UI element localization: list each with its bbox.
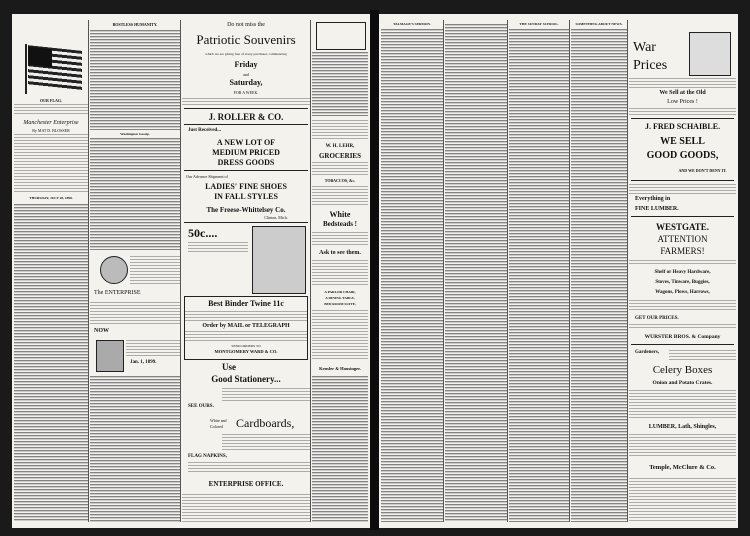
- celery-boxes: Celery Boxes: [652, 364, 713, 376]
- right-newspaper-page: [379, 14, 738, 528]
- order-mail: Order by MAIL or TELEGRAPH: [202, 323, 290, 329]
- low-prices: Low Prices !: [667, 99, 698, 105]
- good-goods: GOOD GOODS,: [646, 150, 719, 161]
- ask-to-see: Ask to see them.: [319, 250, 361, 256]
- wagons-plows: Wagons, Plows, Harrows,: [655, 290, 710, 295]
- enterprise-label: The ENTERPRISE: [94, 290, 141, 296]
- get-our-prices: GET OUR PRICES.: [635, 316, 679, 321]
- american-flag-illustration: [20, 48, 82, 93]
- lehr: W. H. LEHR,: [325, 144, 355, 149]
- westgate: WESTGATE.: [655, 222, 710, 232]
- saturday: Saturday,: [229, 78, 263, 87]
- left-column-1: [14, 20, 89, 522]
- new-lot-line-3: DRESS GOODS: [217, 158, 275, 167]
- notice-title: Do not miss the: [227, 22, 265, 28]
- onion-potato-crates: Onion and Potato Crates.: [652, 380, 713, 386]
- portrait-illustration: [100, 256, 128, 284]
- montgomery-ward: MONTGOMERY WARD & CO.: [214, 349, 278, 354]
- roller-company: J. ROLLER & CO.: [208, 112, 284, 122]
- column-heading: SOMETHING ABOUT NEWS.: [575, 22, 623, 26]
- and: and: [243, 72, 249, 77]
- left-column-2: [90, 20, 181, 522]
- page-gutter: [370, 10, 379, 530]
- gardeners: Gardeners,: [635, 350, 660, 355]
- engraving-illustration: [96, 340, 124, 372]
- new-lot-line-2: MEDIUM PRICED: [212, 148, 280, 157]
- ladies-shoes: LADIES' FINE SHOES: [205, 182, 287, 191]
- right-column-4: [571, 20, 628, 522]
- bedsteads: Bedsteads !: [322, 220, 358, 228]
- flag-caption: OUR FLAG.: [40, 98, 62, 103]
- column-heading: BOSTLESS HUMANITY.: [112, 22, 158, 27]
- colored: Colored: [210, 424, 223, 429]
- enterprise-office: ENTERPRISE OFFICE.: [208, 480, 284, 488]
- sell-old: We Sell at the Old: [659, 90, 706, 96]
- left-newspaper-page: [12, 14, 370, 528]
- column-heading: TALMAGE'S SERMON.: [393, 22, 431, 26]
- groceries: GROCERIES: [318, 152, 361, 160]
- souvenirs-subtext: which we are giving free of every purchaser, commencing: [205, 52, 287, 56]
- right-column-3: [509, 20, 570, 522]
- wurster-bros: WURSTER BROS. & Company: [644, 334, 721, 340]
- dining-table: A DINING TABLE,: [325, 296, 355, 300]
- year-label: Jan. 1, 1899.: [130, 360, 157, 365]
- fall-styles: IN FALL STYLES: [214, 192, 278, 201]
- good-stationery: Good Stationery...: [211, 374, 281, 384]
- advertisement-illustration: [252, 226, 306, 294]
- left-column-4: [312, 20, 368, 522]
- freese-whittelsey: The Freese-Whittelsey Co.: [206, 206, 286, 214]
- binder-twine: Best Binder Twine 11c: [208, 299, 284, 308]
- patriotic-souvenirs: Patriotic Souvenirs: [196, 32, 296, 47]
- parlor-chair: A PARLOR CHAIR,: [324, 290, 356, 294]
- cardboards: Cardboards,: [236, 416, 295, 430]
- lumber-lath: LUMBER, Lath, Shingles,: [648, 424, 717, 430]
- for-a-week: FOR A WEEK.: [233, 90, 259, 95]
- attention: ATTENTION: [657, 234, 708, 244]
- friday: Friday: [234, 60, 258, 69]
- binder-twine-ad: [184, 296, 308, 360]
- send-orders: SEND ORDERS TO: [231, 344, 261, 348]
- farmers: FARMERS!: [660, 246, 705, 256]
- use: Use: [222, 362, 236, 372]
- right-column-5: [629, 20, 736, 522]
- tobaccos: TOBACCOS, &c.: [324, 178, 356, 183]
- temple-mcclure: Temple, McClure & Co.: [649, 464, 716, 471]
- left-column-3: [182, 20, 311, 522]
- dont-deny: AND WE DON'T DENY IT.: [678, 168, 727, 173]
- just-received: Just Received...: [188, 128, 222, 133]
- schaible: J. FRED SCHAIBLE.: [644, 122, 721, 131]
- advance-shipment: Our Advance Shipment of: [186, 174, 228, 179]
- freese-place: Clinton, Mich.: [264, 215, 288, 220]
- white-and: White and: [210, 418, 227, 423]
- war-prices-illustration: [689, 32, 731, 76]
- flag-napkins: FLAG NAPKINS,: [188, 454, 227, 459]
- masthead-box: [316, 22, 366, 50]
- price-50c: 50c....: [188, 226, 218, 240]
- right-column-2: [445, 20, 508, 522]
- everything-in: Everything in: [635, 196, 671, 202]
- kensler: Kensler & Hausinger.: [319, 366, 361, 371]
- column-heading: THE SUNDAY SCHOOL.: [519, 22, 559, 26]
- date-line: THURSDAY, JULY 28, 1898.: [29, 196, 73, 200]
- white: White: [329, 210, 351, 219]
- we-sell: WE SELL: [660, 136, 705, 147]
- stoves-tinware: Stoves, Tinware, Buggies,: [655, 280, 710, 285]
- right-column-1: [381, 20, 444, 522]
- fine-lumber: FINE LUMBER.: [635, 206, 679, 212]
- masthead-title: Manchester Enterprise: [23, 120, 79, 126]
- bed-room-suite: BED ROOM SUITE,: [324, 302, 356, 306]
- masthead-publisher: By MAT D. BLOSSER: [32, 128, 70, 133]
- prices: Prices: [633, 58, 668, 73]
- see-ours: SEE OURS.: [188, 404, 214, 409]
- now-label: NOW: [94, 328, 109, 334]
- subhead: Washington Gossip.: [120, 132, 150, 136]
- shelf-hardware: Shelf or Heavy Hardware,: [654, 270, 711, 275]
- war: War: [633, 40, 656, 55]
- new-lot-line-1: A NEW LOT OF: [216, 138, 276, 147]
